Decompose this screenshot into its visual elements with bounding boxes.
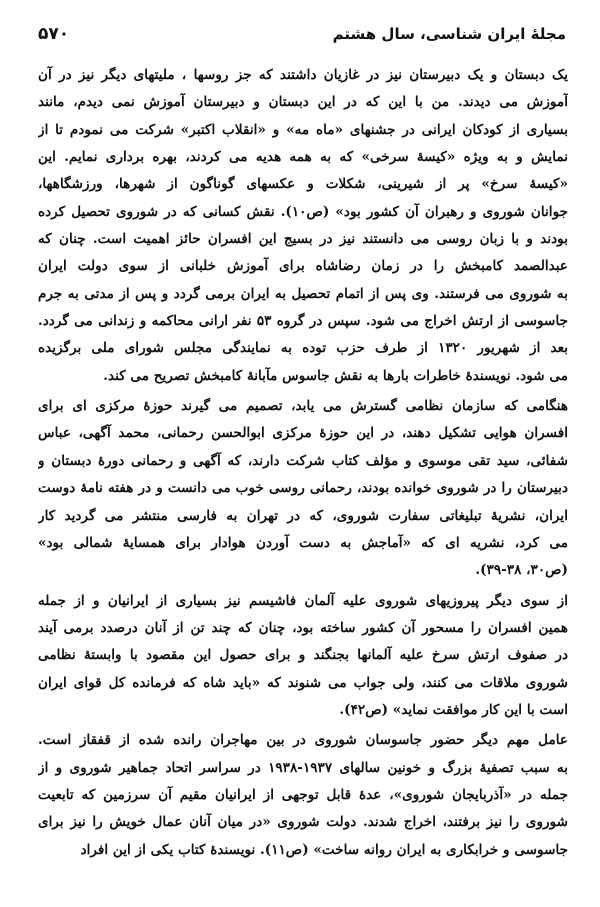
text-line: (ص۳۰، ۳۸-۳۹). — [475, 562, 568, 579]
paragraph — [38, 393, 568, 584]
page-header — [38, 22, 566, 46]
text-line: بودند و با زبان روسی می دانستند نیز در بسیج این افسران حائز اهمیت است. چنان که — [38, 231, 568, 248]
text-line: عبدالصمد کامبخش را در زمان رضاشاه برای آموزش خلبانی از سوی دولت ایران — [38, 258, 568, 275]
text-line: است با این کار موافقت نماید» (ص۴۲). — [339, 701, 568, 718]
text-line: جاسوسی و خرابکاری به ایران روانه ساخت» (ص۱۱). نویسندهٔ کتاب یکی از این افراد — [80, 841, 568, 858]
text-line: در صفوف ارتش سرخ علیه آلمانها بجنگند و برای حصول این مقصود با وابستهٔ نظامی — [38, 647, 568, 664]
text-line: به سبب تصفیهٔ بزرگ و خونین سالهای ۱۹۳۷-۱۹۳۸ در سراسر اتحاد جماهیر شوروی و از — [38, 759, 568, 776]
text-line: شفائی، سید تقی موسوی و مؤلف کتاب شرکت دارند، که آگهی و رحمانی دورهٔ دبستان و — [38, 452, 568, 469]
text-line: جوانان شوروی و رهبران آن کشور بود» (ص۱۰). نقش کسانی که در شوروی تحصیل کرده — [38, 203, 568, 220]
text-line: عامل مهم دیگر حضور جاسوسان شوروی در بین مهاجران رانده شده از قفقاز است. — [38, 732, 568, 749]
text-line: جاسوسی از ارتش اخراج می شود. سپس در گروه ۵۳ نفر ارانی محاکمه و زندانی می گردد. — [38, 313, 568, 330]
text-line: هنگامی که سازمان نظامی گسترش می یابد، تصمیم می گیرند حوزهٔ مرکزی ای برای — [38, 398, 568, 415]
text-line: از سوی دیگر پیروزیهای شوروی علیه آلمان فاشیسم نیز بسیاری از ایرانیان و از جمله — [38, 592, 568, 609]
text-line: شوروی را نیز برفتند، اخراج شدند. دولت شوروی «در میان آنان عمال خویش را نیز برای — [38, 814, 568, 831]
text-line: نمایش و به ویژه «کیسهٔ سرخی» که به همه هدیه می کردند، بهره برداری نمایم. این — [38, 149, 568, 166]
text-line: بسیاری از کودکان ایرانی در جشنهای «ماه مه» و «انقلاب اکتبر» شرکت می نمودم تا از — [38, 121, 568, 138]
text-line: به شوروی می فرستند. وی پس از اتمام تحصیل به ایران برمی گردد و پس از مدتی به جرم — [38, 285, 568, 302]
text-line: دبیرستان را در شوروی خوانده بودند، رحمانی روسی خوب می دانست و در هفته نامهٔ دوست — [38, 480, 568, 497]
paragraph — [38, 588, 568, 725]
text-line: جمله در «آذربایجان شوروی»، عدهٔ قابل توجهی از ایرانیان مقیم آن سرزمین که تابعیت — [38, 786, 568, 803]
paragraph — [38, 727, 568, 864]
page-number: ۵۷۰ — [38, 24, 70, 44]
text-line: همین افسران را مسحور آن کشور ساخته بود، چنان که چند تن از آنان درصدد برمی آیند — [38, 619, 568, 636]
text-line: آموزش می دیدند. من با این که در این دبستان و دبیرستان آموزش نمی دیدم، مانند — [38, 94, 568, 111]
text-line: «کیسهٔ سرخ» پر از شیرینی، شکلات و عکسهای گوناگون از شهرها، ورزشگاهها، — [38, 176, 568, 193]
text-line: ایران، نشریهٔ تبلیغاتی سفارت شوروی، که در تهران به فارسی منتشر می گردید کار — [38, 507, 568, 524]
body-text — [38, 62, 568, 864]
text-line: شوروی ملاقات می کنند، ولی جواب می شنوند که «باید شاه که فرمانده کل قوای ایران — [38, 674, 568, 691]
running-head: مجلهٔ ایران شناسی، سال هشتم — [332, 25, 566, 43]
text-line: بعد از شهریور ۱۳۲۰ از طرف حزب توده به نمایندگی مجلس شورای ملی برگزیده — [38, 340, 568, 357]
paragraph — [38, 62, 568, 390]
text-line: یک دبستان و یک دبیرستان نیز در غازیان داشتند که جز روسها ، ملیتهای دیگر نیز در آن — [38, 67, 568, 83]
text-line: افسران هوایی تشکیل دهند، در این حوزهٔ مرکزی ابوالحسن رحمانی، محمد آگهی، عباس — [38, 425, 568, 442]
text-line: می کرد، نشریه ای که «آماجش به دست آوردن هوادار برای همسایهٔ شمالی بود» — [38, 534, 568, 551]
text-line: می شود. نویسندهٔ خاطرات بارها به نقش جاسوس مآبانهٔ کامبخش تصریح می کند. — [103, 367, 568, 384]
